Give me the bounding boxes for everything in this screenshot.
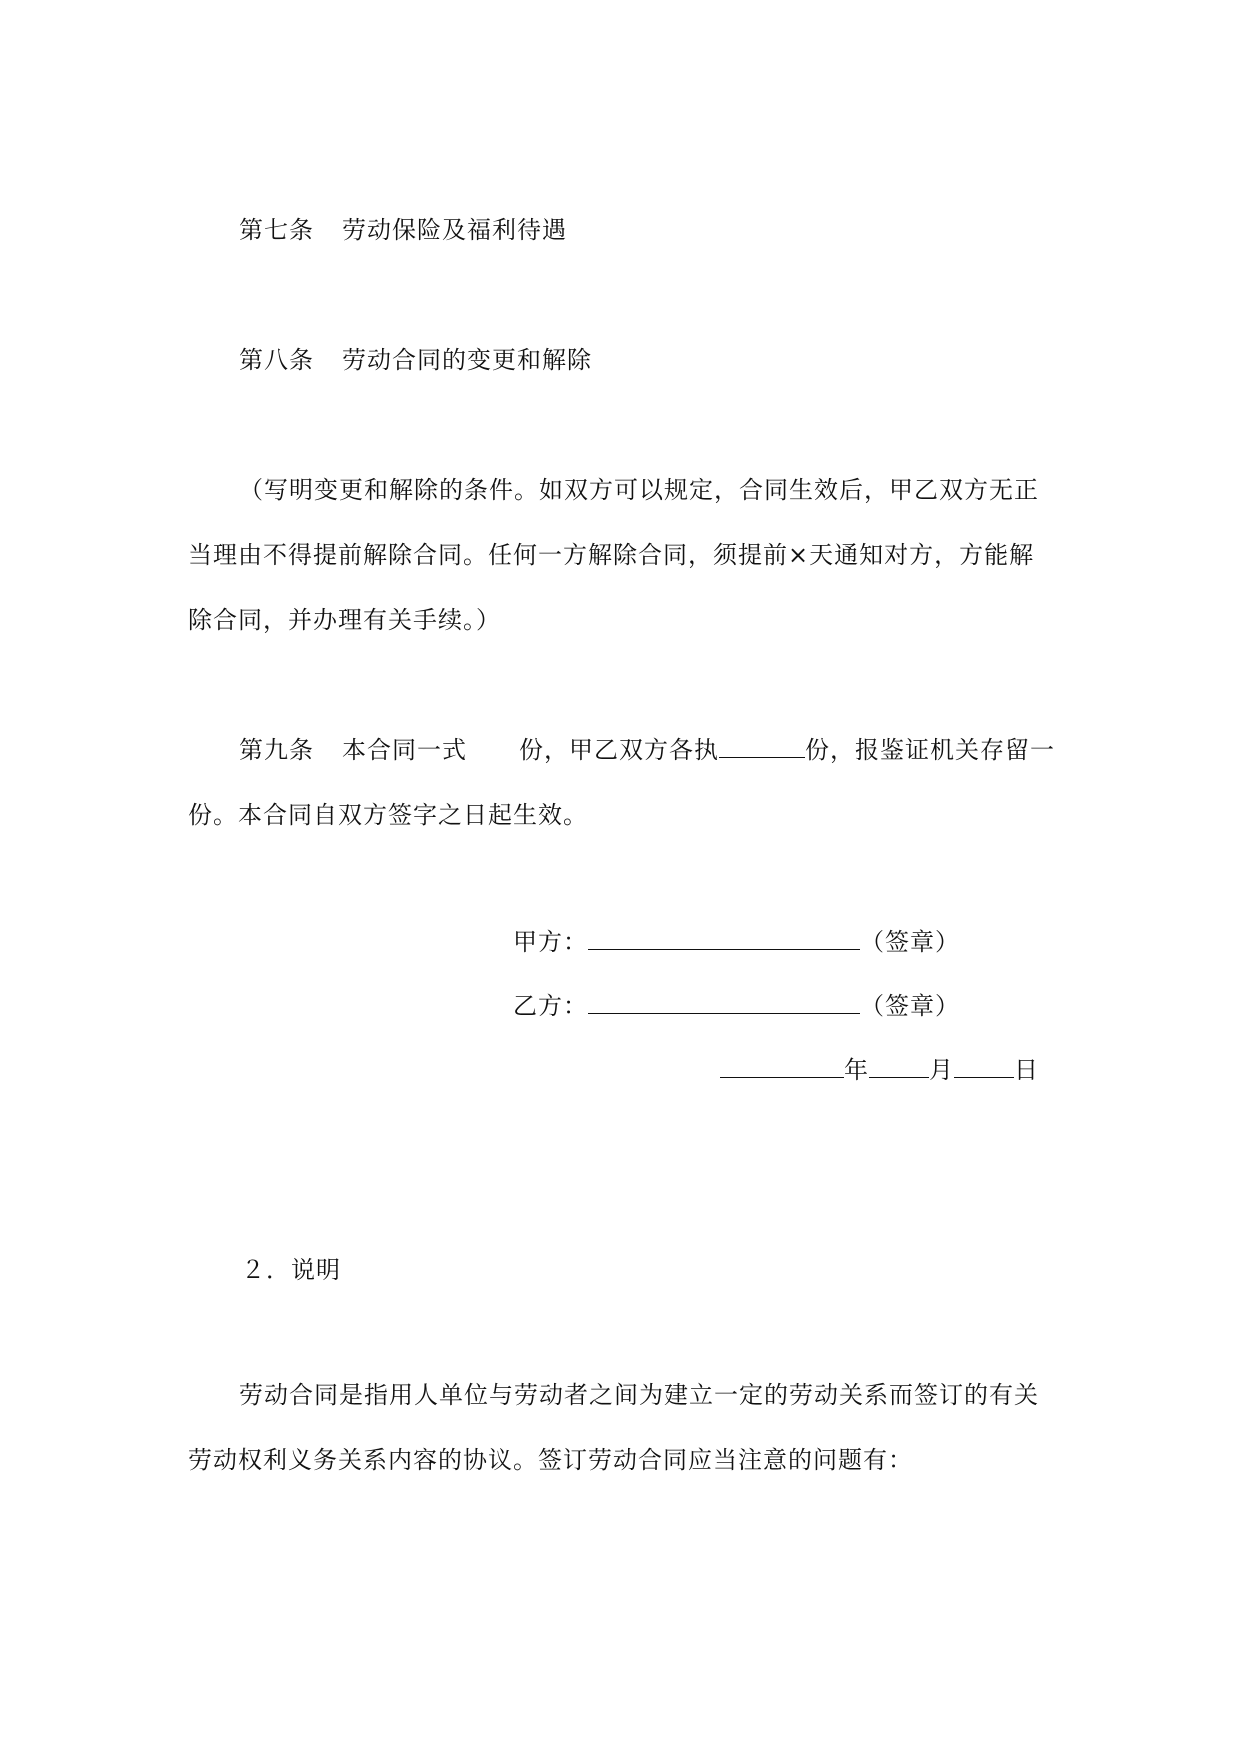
party-b-signature-line: [513, 988, 960, 1024]
copies-each-blank: [719, 733, 805, 758]
article-9-text-c: 份，报鉴证机关存留一: [805, 736, 1055, 764]
section-2-heading: ２．说明: [241, 1256, 341, 1284]
article-8-note-line-2: 当理由不得提前解除合同。任何一方解除合同，须提前×天通知对方，方能解: [188, 541, 1035, 569]
party-b-label: 乙方：: [513, 992, 588, 1020]
year-label: 年: [844, 1056, 869, 1084]
party-a-label: 甲方：: [513, 928, 588, 956]
date-line: [720, 1052, 1039, 1088]
article-9-line-1: [239, 732, 1055, 768]
article-9-label: 第九条: [239, 736, 314, 764]
article-9-text-a: 本合同一式: [342, 736, 467, 764]
party-a-seal-label: （签章）: [860, 928, 960, 956]
article-9-text-b: 份，甲乙双方各执: [519, 736, 719, 764]
party-b-signature-blank: [588, 989, 860, 1014]
article-8-title: 劳动合同的变更和解除: [342, 346, 592, 374]
month-label: 月: [929, 1056, 954, 1084]
article-8-label: 第八条: [239, 346, 314, 374]
explanation-line-2: 劳动权利义务关系内容的协议。签订劳动合同应当注意的问题有：: [188, 1446, 913, 1474]
article-8-heading: [239, 342, 592, 378]
article-7-label: 第七条: [239, 216, 314, 244]
party-a-signature-line: [513, 924, 960, 960]
article-7-title: 劳动保险及福利待遇: [342, 216, 567, 244]
year-blank: [720, 1053, 844, 1078]
article-7-heading: [239, 212, 567, 248]
party-a-signature-blank: [588, 925, 860, 950]
day-label: 日: [1014, 1056, 1039, 1084]
copies-total-blank: [467, 734, 519, 758]
day-blank: [954, 1053, 1014, 1078]
explanation-line-1: 劳动合同是指用人单位与劳动者之间为建立一定的劳动关系而签订的有关: [239, 1381, 1039, 1409]
article-8-note-line-3: 除合同，并办理有关手续。）: [188, 606, 501, 634]
article-9-line-2: 份。本合同自双方签字之日起生效。: [188, 801, 588, 829]
month-blank: [869, 1053, 929, 1078]
party-b-seal-label: （签章）: [860, 992, 960, 1020]
article-8-note-line-1: （写明变更和解除的条件。如双方可以规定，合同生效后，甲乙双方无正: [239, 476, 1039, 504]
